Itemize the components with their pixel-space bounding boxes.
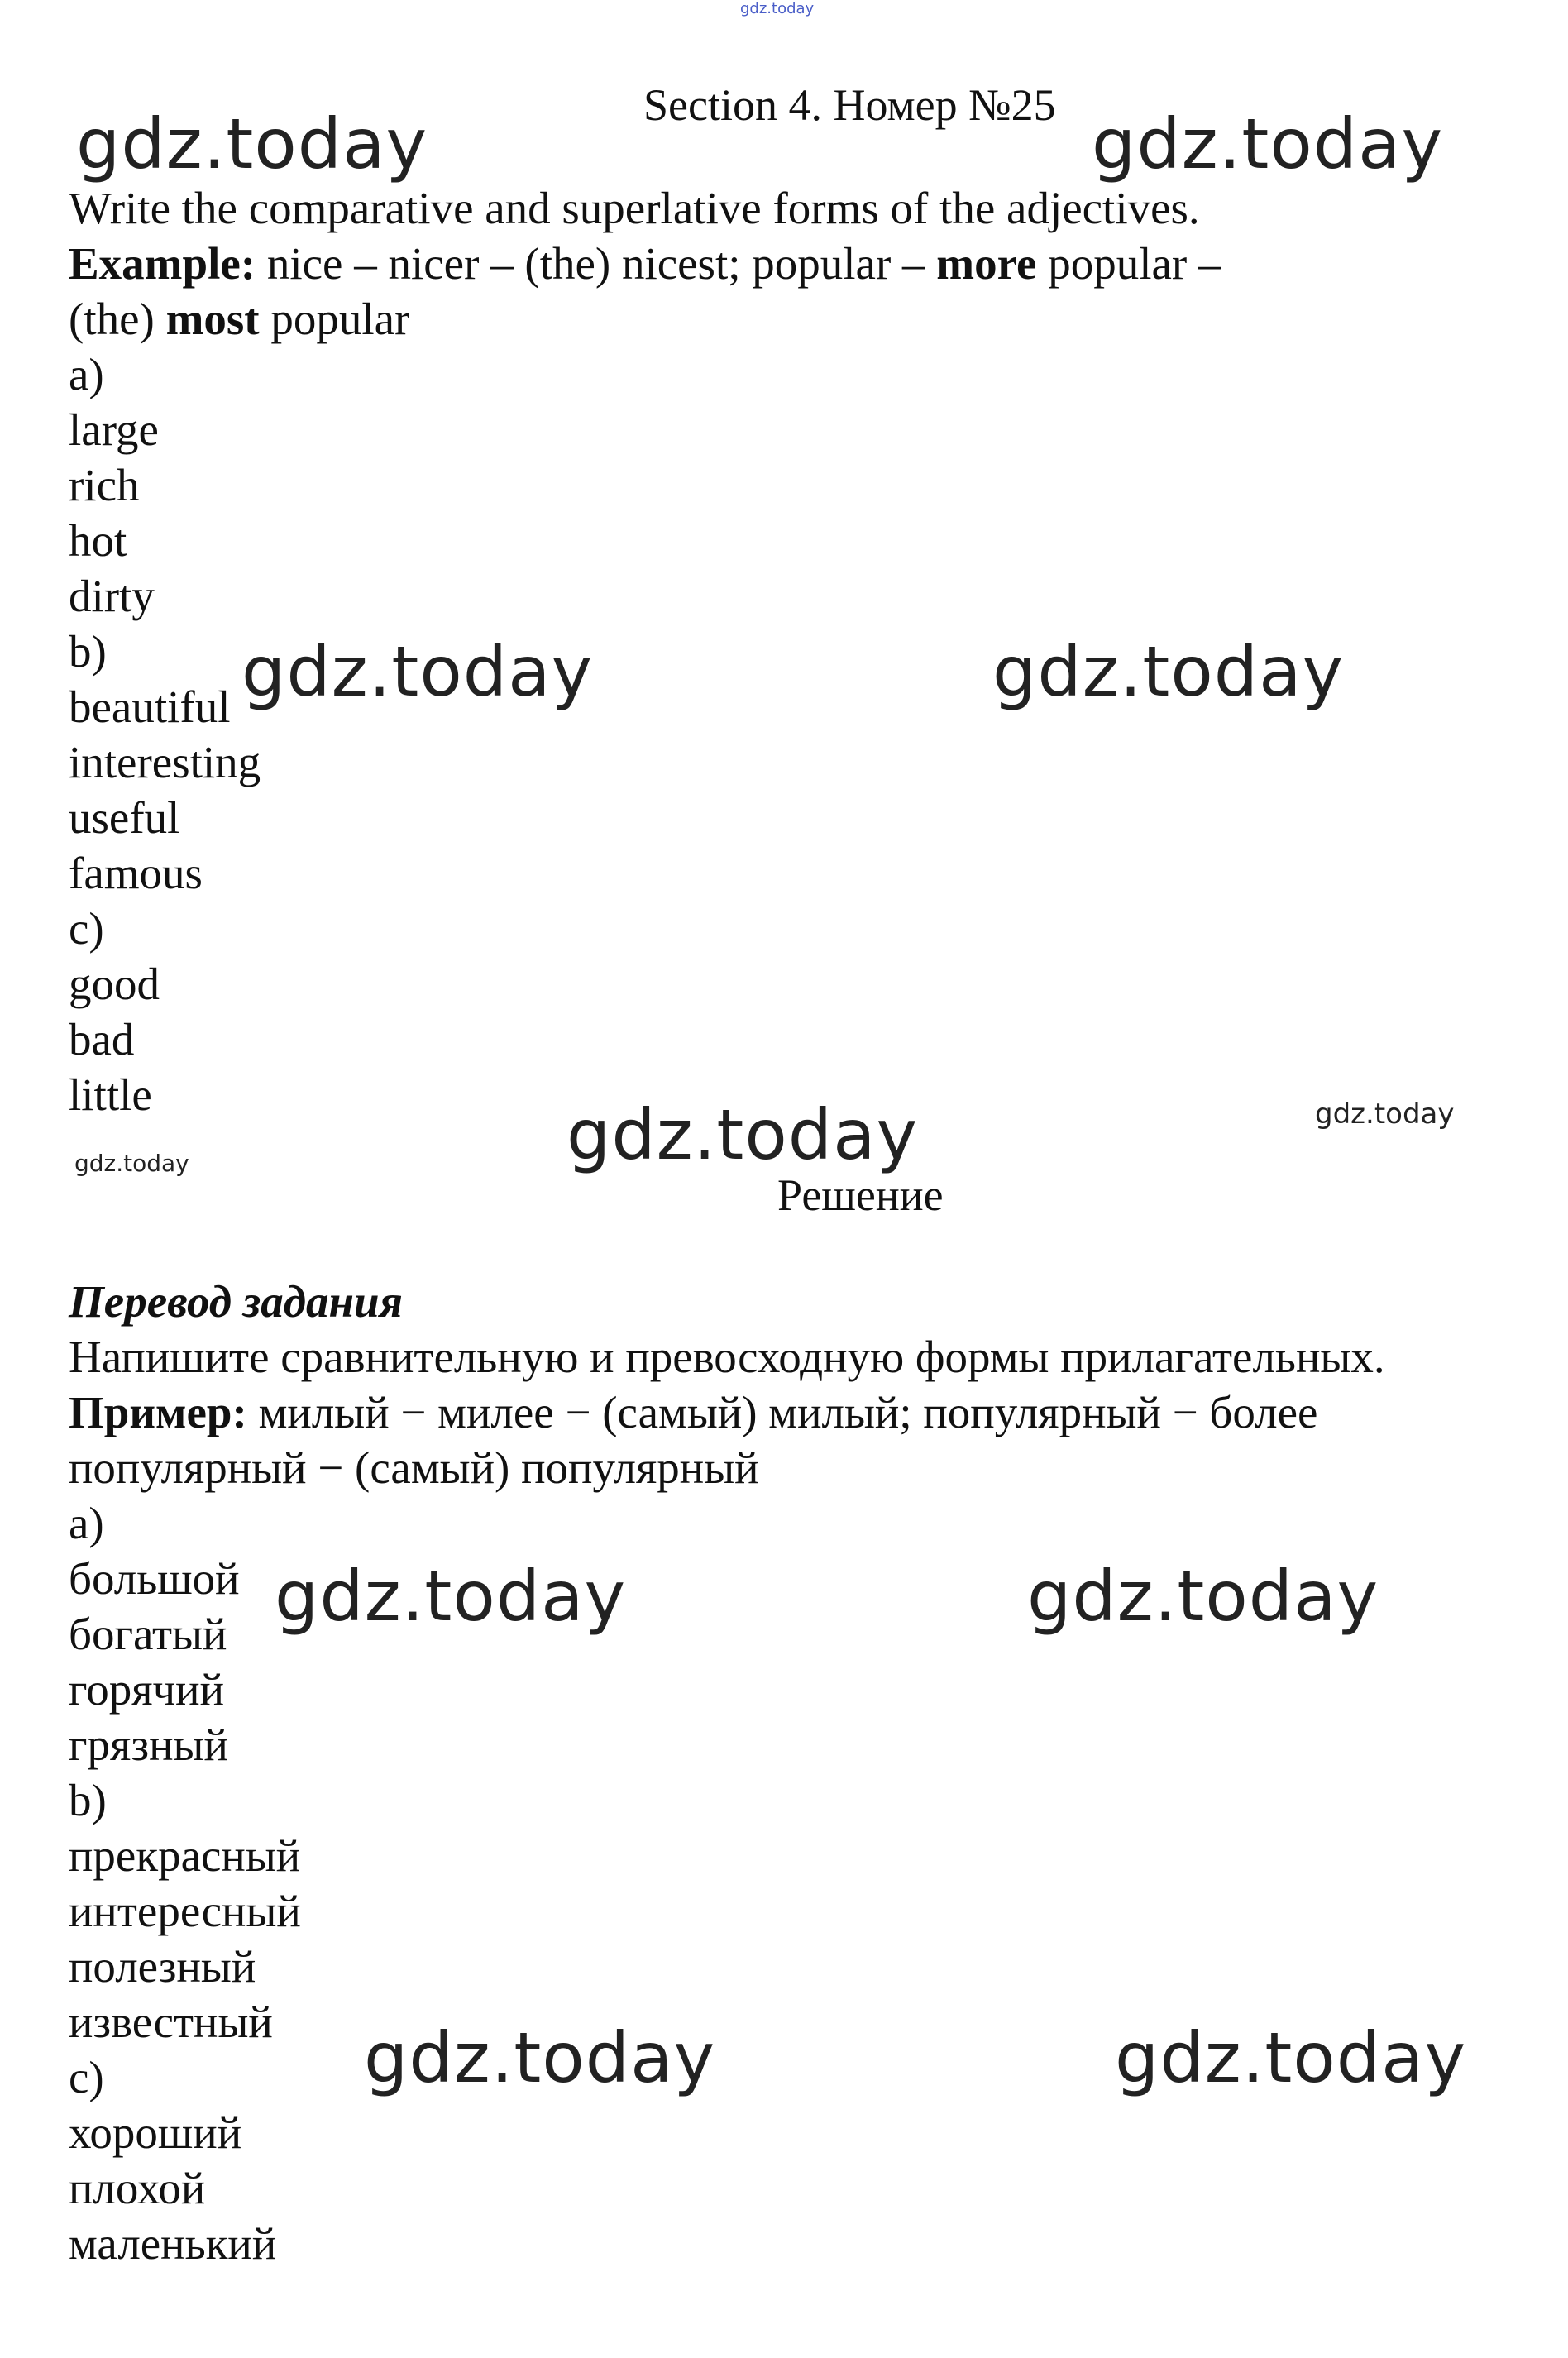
- example-more: more: [936, 238, 1037, 289]
- word: useful: [69, 792, 180, 843]
- group-label: c): [69, 2052, 104, 2102]
- watermark: gdz.today: [76, 103, 428, 184]
- word: хороший: [69, 2107, 242, 2158]
- word: good: [69, 959, 160, 1009]
- watermark-small: gdz.today: [1315, 1098, 1455, 1131]
- example-label: Example:: [69, 238, 256, 289]
- word: прекрасный: [69, 1830, 301, 1881]
- word: dirty: [69, 571, 155, 621]
- watermark-small: gdz.today: [74, 1150, 189, 1177]
- example-text: (the): [69, 294, 166, 344]
- translation-example-line-2: популярный − (самый) популярный: [69, 1442, 759, 1493]
- watermark: gdz.today: [566, 1094, 919, 1175]
- group-label: b): [69, 1775, 107, 1825]
- word: известный: [69, 1997, 273, 2047]
- word: маленький: [69, 2218, 277, 2269]
- watermark: gdz.today: [1115, 2017, 1467, 2098]
- word: rich: [69, 460, 140, 510]
- word: интересный: [69, 1886, 301, 1936]
- page-title: Section 4. Номер №25: [643, 80, 1056, 130]
- word: большой: [69, 1553, 240, 1604]
- word: горячий: [69, 1664, 225, 1715]
- task-instruction: Write the comparative and superlative forms of the adjectives.: [69, 183, 1200, 233]
- example-text: милый − милее − (самый) милый; популярный − более: [246, 1387, 1318, 1437]
- word: interesting: [69, 737, 261, 787]
- word: грязный: [69, 1719, 228, 1770]
- watermark: gdz.today: [275, 1556, 627, 1637]
- translation-block: [69, 1274, 1524, 2271]
- word: богатый: [69, 1609, 227, 1659]
- group-label: a): [69, 349, 104, 399]
- watermark: gdz.today: [241, 631, 594, 712]
- group-label: a): [69, 1498, 104, 1548]
- example-line-1: [69, 236, 1524, 291]
- example-most: most: [165, 294, 260, 344]
- group-label: b): [69, 626, 107, 677]
- watermark-tiny: gdz.today: [740, 0, 815, 17]
- word: famous: [69, 848, 203, 898]
- word: плохой: [69, 2163, 206, 2213]
- watermark: gdz.today: [1092, 103, 1444, 184]
- word: beautiful: [69, 682, 231, 732]
- translation-heading: Перевод задания: [69, 1276, 403, 1327]
- word: bad: [69, 1014, 135, 1064]
- watermark: gdz.today: [992, 631, 1345, 712]
- example-text: popular: [259, 294, 410, 344]
- word: полезный: [69, 1941, 256, 1992]
- watermark: gdz.today: [1027, 1556, 1379, 1637]
- solution-label: Решение: [777, 1170, 944, 1220]
- example-line-2: [69, 291, 1524, 347]
- example-text: popular –: [1036, 238, 1221, 289]
- group-label: c): [69, 903, 104, 954]
- translation-instruction: Напишите сравнительную и превосходную формы прилагательных.: [69, 1332, 1385, 1382]
- word: hot: [69, 515, 127, 566]
- task-block: [69, 180, 1524, 1122]
- watermark: gdz.today: [364, 2017, 716, 2098]
- example-label: Пример:: [69, 1387, 247, 1437]
- word: little: [69, 1069, 152, 1120]
- example-text: nice – nicer – (the) nicest; popular –: [256, 238, 937, 289]
- translation-example-line-1: [69, 1385, 1524, 1440]
- word: large: [69, 404, 159, 455]
